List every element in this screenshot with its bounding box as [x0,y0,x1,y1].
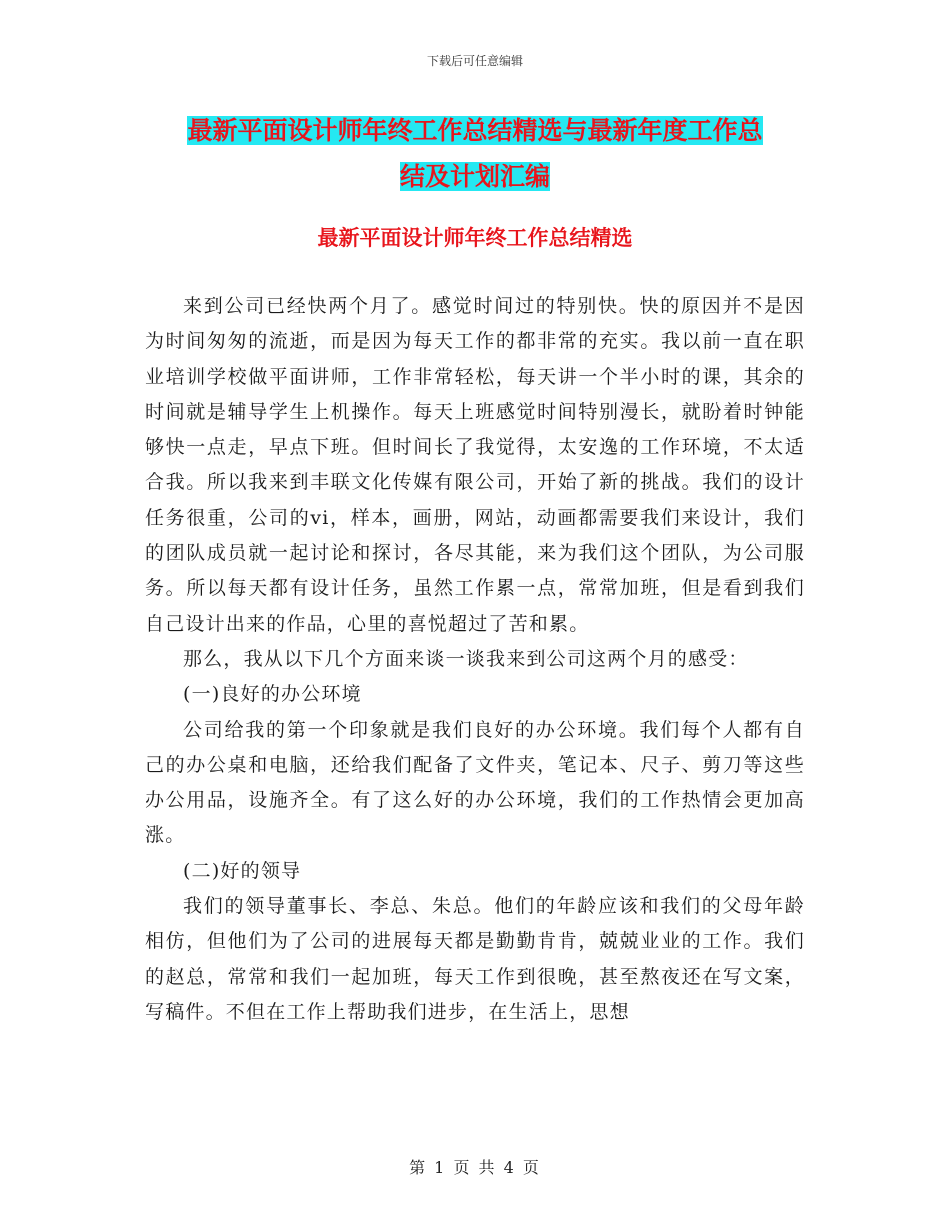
subheading-good-leadership: (二)好的领导 [183,859,302,882]
body-text [145,289,805,1030]
paragraph-aspects: 那么，我从以下几个方面来谈一谈我来到公司这两个月的感受： [183,647,749,670]
document-title-line-1: 最新平面设计师年终工作总结精选与最新年度工作总 [187,116,763,145]
paragraph-good-leadership: 我们的领导董事长、李总、朱总。他们的年龄应该和我们的父母年龄相仿，但他们为了公司的进展每天都是勤勤肯肯，兢兢业业的工作。我们的赵总，常常和我们一起加班，每天工作到很晚，甚至熬夜还在写文案，写稿件。不但在工作上帮助我们进步，在生活上，思想 [145,895,805,1023]
document-title [145,108,805,200]
paragraph-office-environment: 公司给我的第一个印象就是我们良好的办公环境。我们每个人都有自己的办公桌和电脑，还给我们配备了文件夹，笔记本、尺子、剪刀等这些办公用品，设施齐全。有了这么好的办公环境，我们的工作热情会更加高涨。 [145,718,805,847]
header-note: 下载后可任意编辑 [426,54,523,68]
section-title: 最新平面设计师年终工作总结精选 [317,226,633,250]
document-title-line-2: 结及计划汇编 [399,162,550,191]
page-footer: 第 1 页 共 4 页 [409,1158,541,1177]
paragraph-intro: 来到公司已经快两个月了。感觉时间过的特别快。快的原因并不是因为时间匆匆的流逝，而是因为每天工作的都非常的充实。我以前一直在职业培训学校做平面讲师，工作非常轻松，每天讲一个半小时的课，其余的时间就是辅导学生上机操作。每天上班感觉时间特别漫长，就盼着时钟能够快一点走，早点下班。但时间长了我觉得，太安逸的工作环境，不太适合我。所以我来到丰联文化传媒有限公司，开始了新的挑战。我们的设计任务很重，公司的vi，样本，画册，网站，动画都需要我们来设计，我们的团队成员就一起讨论和探讨，各尽其能，来为我们这个团队，为公司服务。所以每天都有设计任务，虽然工作累一点，常常加班，但是看到我们自己设计出来的作品，心里的喜悦超过了苦和累。 [145,295,805,635]
subheading-office-environment: (一)良好的办公环境 [183,683,362,706]
